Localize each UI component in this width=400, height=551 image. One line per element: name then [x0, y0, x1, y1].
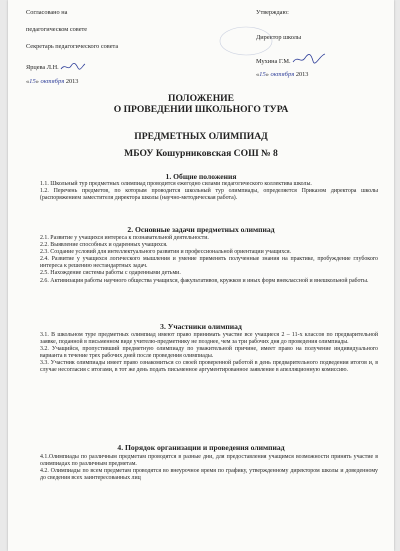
approval-left-date-day: 15	[29, 78, 36, 85]
approval-right-line1: Утверждаю:	[256, 9, 289, 16]
approval-left-date-year: 2013	[65, 78, 79, 85]
signature-left-icon	[60, 62, 86, 71]
approval-left-date: «15» октября 2013	[26, 78, 79, 85]
doc-title-school: МБОУ Кошурниковская СОШ № 8	[124, 148, 278, 159]
paragraph: 2.6. Активизация работы научного общества учащихся, факультативов, кружков и иных форм внеклассной и внешкольной работы.	[40, 277, 369, 284]
approval-right-signer: Мухина Г.М.	[256, 58, 291, 65]
approval-left-line2: педагогическом совете	[26, 26, 88, 33]
section-3-heading: 3. Участники олимпиад	[160, 322, 242, 331]
paragraph: 2.3. Создание условий для интеллектуального развития и профессиональной ориентации учащихся.	[40, 249, 291, 256]
doc-title-line3: ПРЕДМЕТНЫХ ОЛИМПИАД	[134, 131, 268, 142]
paragraph: 1.1. Школьный тур предметных олимпиад проводится ежегодно силами педагогического коллектива школы.	[40, 181, 312, 187]
paragraph: 2.5. Нахождение системы работы с одаренными детьми.	[40, 270, 181, 277]
section-2-body	[26, 235, 378, 285]
section-2-heading: 2. Основные задачи предметных олимпиад	[127, 225, 275, 234]
approval-left-signer: Ярцева Л.Н.	[26, 64, 59, 71]
approval-right-date: «15» октября 2013	[256, 71, 309, 78]
approval-left-line3: Секретарь педагогического совета	[26, 43, 119, 50]
section-1-body	[26, 181, 378, 202]
approval-left-line1: Согласовано на	[26, 9, 68, 16]
approval-right-date-day: 15	[259, 71, 266, 78]
paragraph: 2.1. Развитие у учащихся интереса к познавательной деятельности.	[40, 235, 209, 241]
section-4-heading: 4. Порядок организации и проведения олимпиад	[117, 443, 285, 452]
paragraph: 2.4. Развитие у учащихся логического мышления и умение применять полученные знания на практике, пробуждение глубокого интереса к решению нестандартных задач.	[40, 256, 378, 270]
approval-right-line2: Директор школы	[256, 34, 302, 41]
paragraph: 1.2. Перечень предметов, по которым проводится школьный тур олимпиады, определяется Приказом директора школы (распоряжением заместителя директора школы (научно-методическая работа).	[40, 188, 378, 202]
section-4-body	[26, 454, 378, 482]
section-3-body	[26, 332, 378, 375]
approval-left-signer-row	[26, 62, 86, 71]
paragraph: 3.2. Учащийся, пропустивший предметную олимпиаду по уважительной причине, имеет право на получение индивидуального варианта в течение трех рабочих дней после проведения олимпиады.	[40, 346, 378, 360]
document-page	[8, 0, 394, 551]
section-1-heading: 1. Общие положения	[165, 172, 237, 181]
approval-right-date-month: октября	[270, 71, 295, 78]
approval-right-date-year: 2013	[295, 71, 309, 78]
paragraph: 4.2. Олимпиады по всем предметам проводятся во внеурочное время по графику, утвержденному директором школы и доведенному до сведения всех заинтересованных лиц	[40, 468, 378, 482]
paragraph: 4.1.Олимпиады по различным предметам проводятся в разные дни, для предоставления учащимся возможности принять участие в олимпиадах по различным предметам.	[40, 454, 378, 468]
doc-title-line2: О ПРОВЕДЕНИИ ШКОЛЬНОГО ТУРА	[113, 104, 289, 115]
paragraph: 3.3. Участник олимпиады имеет право ознакомиться со своей проверенной работой в день предварительного подведения итогов и, в случае несогласия с итогами, в тот же день подать письменное аргументированное заявление в апелляционную комиссию.	[40, 360, 378, 374]
paragraph: 2.2. Выявление способных и одаренных учащихся.	[40, 242, 168, 249]
doc-title-line1: ПОЛОЖЕНИЕ	[167, 93, 235, 104]
signature-right-icon	[292, 53, 326, 65]
paragraph: 3.1. В школьном туре предметных олимпиад имеют право принимать участие все учащиеся 2 – 11-х классов по предварительной заявке, поданной в письменном виде учителю-предметнику не позднее, чем за три рабочих дня до проведения олимпиады.	[40, 332, 378, 346]
stamp-icon	[216, 24, 276, 58]
approval-left-date-month: октября	[40, 78, 65, 85]
